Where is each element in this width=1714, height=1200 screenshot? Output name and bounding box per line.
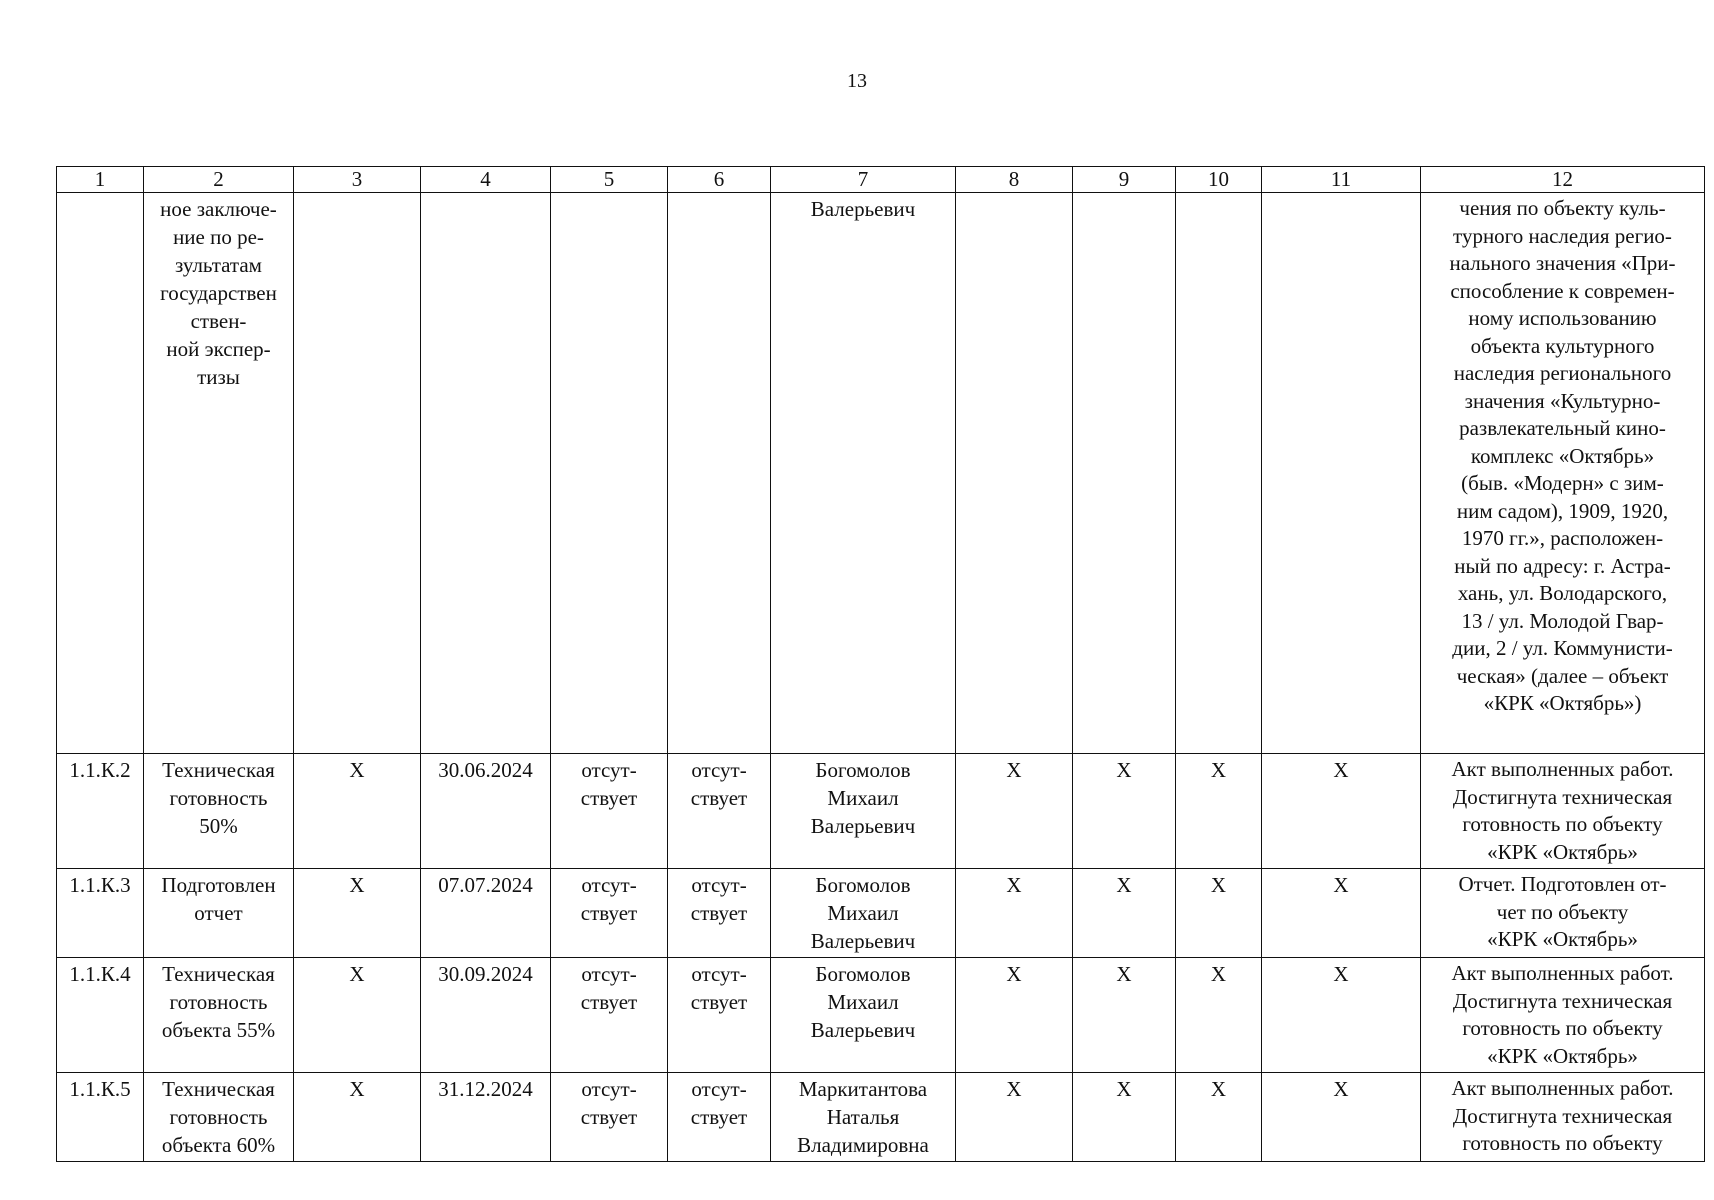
cell-col3 [294,193,421,754]
cell-date: 30.06.2024 [421,754,551,869]
col-header-9: 9 [1073,167,1176,193]
table-row [57,1073,1705,1162]
table-row [57,958,1705,1073]
cell-col6: отсут- ствует [668,958,771,1073]
cell-col10: Х [1176,958,1262,1073]
cell-description: Акт выполненных работ. Достигнута техническая готовность по объекту «КРК «Октябрь» [1421,958,1705,1073]
cell-description: Акт выполненных работ. Достигнута техническая готовность по объекту «КРК «Октябрь» [1421,754,1705,869]
cell-col5: отсут- ствует [551,754,668,869]
cell-col5: отсут- ствует [551,869,668,958]
col-header-1: 1 [57,167,144,193]
cell-col9: Х [1073,869,1176,958]
cell-col8: Х [956,869,1073,958]
cell-col11: Х [1262,869,1421,958]
cell-name: Подготовлен отчет [144,869,294,958]
cell-col11: Х [1262,958,1421,1073]
cell-id: 1.1.К.2 [57,754,144,869]
cell-col3: Х [294,754,421,869]
cell-description: Отчет. Подготовлен от- чет по объекту «КРК «Октябрь» [1421,869,1705,958]
cell-col6: отсут- ствует [668,869,771,958]
col-header-11: 11 [1262,167,1421,193]
cell-name: Техническая готовность объекта 60% [144,1073,294,1162]
cell-col11: Х [1262,754,1421,869]
col-header-4: 4 [421,167,551,193]
cell-responsible: Богомолов Михаил Валерьевич [771,754,956,869]
col-header-2: 2 [144,167,294,193]
cell-description: чения по объекту куль- турного наследия регио- нального значения «При- способление к современ- ному использованию объекта культурного наследия регионального значения «Культурно- развлекательный кино- комплекс «Октябрь» (быв. «Модерн» с зим- ним садом), 1909, 1920, 1970 гг.», расположен- ный по адресу: г. Астра- хань, ул. Володарского, 13 / ул. Молодой Гвар- дии, 2 / ул. Коммунисти- ческая» (далее – объект «КРК «Октябрь») [1421,193,1705,754]
cell-col5 [551,193,668,754]
cell-name: Техническая готовность 50% [144,754,294,869]
cell-col8: Х [956,958,1073,1073]
cell-id: 1.1.К.4 [57,958,144,1073]
col-header-5: 5 [551,167,668,193]
table-row [57,869,1705,958]
cell-col3: Х [294,869,421,958]
cell-col8 [956,193,1073,754]
cell-col3: Х [294,958,421,1073]
cell-col9 [1073,193,1176,754]
cell-col5: отсут- ствует [551,958,668,1073]
cell-col8: Х [956,754,1073,869]
cell-id [57,193,144,754]
cell-col9: Х [1073,958,1176,1073]
cell-col10 [1176,193,1262,754]
cell-col10: Х [1176,869,1262,958]
cell-col11 [1262,193,1421,754]
column-number-row [57,167,1705,193]
cell-col6: отсут- ствует [668,1073,771,1162]
col-header-8: 8 [956,167,1073,193]
cell-col8: Х [956,1073,1073,1162]
cell-description: Акт выполненных работ. Достигнута техническая готовность по объекту [1421,1073,1705,1162]
cell-col6 [668,193,771,754]
cell-col6: отсут- ствует [668,754,771,869]
cell-date: 30.09.2024 [421,958,551,1073]
table-row-continuation [57,193,1705,754]
col-header-7: 7 [771,167,956,193]
cell-date [421,193,551,754]
cell-id: 1.1.К.5 [57,1073,144,1162]
cell-col9: Х [1073,754,1176,869]
cell-responsible: Валерьевич [771,193,956,754]
table-row [57,754,1705,869]
cell-date: 31.12.2024 [421,1073,551,1162]
cell-col5: отсут- ствует [551,1073,668,1162]
cell-col3: Х [294,1073,421,1162]
cell-col9: Х [1073,1073,1176,1162]
col-header-12: 12 [1421,167,1705,193]
plan-table [56,166,1705,1162]
cell-date: 07.07.2024 [421,869,551,958]
cell-col10: Х [1176,754,1262,869]
cell-responsible: Богомолов Михаил Валерьевич [771,869,956,958]
cell-responsible: Богомолов Михаил Валерьевич [771,958,956,1073]
page-number: 13 [847,70,867,92]
col-header-6: 6 [668,167,771,193]
cell-name: ное заключе- ние по ре- зультатам государствен ствен- ной экспер- тизы [144,193,294,754]
col-header-3: 3 [294,167,421,193]
cell-id: 1.1.К.3 [57,869,144,958]
cell-name: Техническая готовность объекта 55% [144,958,294,1073]
cell-responsible: Маркитантова Наталья Владимировна [771,1073,956,1162]
col-header-10: 10 [1176,167,1262,193]
cell-col10: Х [1176,1073,1262,1162]
cell-col11: Х [1262,1073,1421,1162]
